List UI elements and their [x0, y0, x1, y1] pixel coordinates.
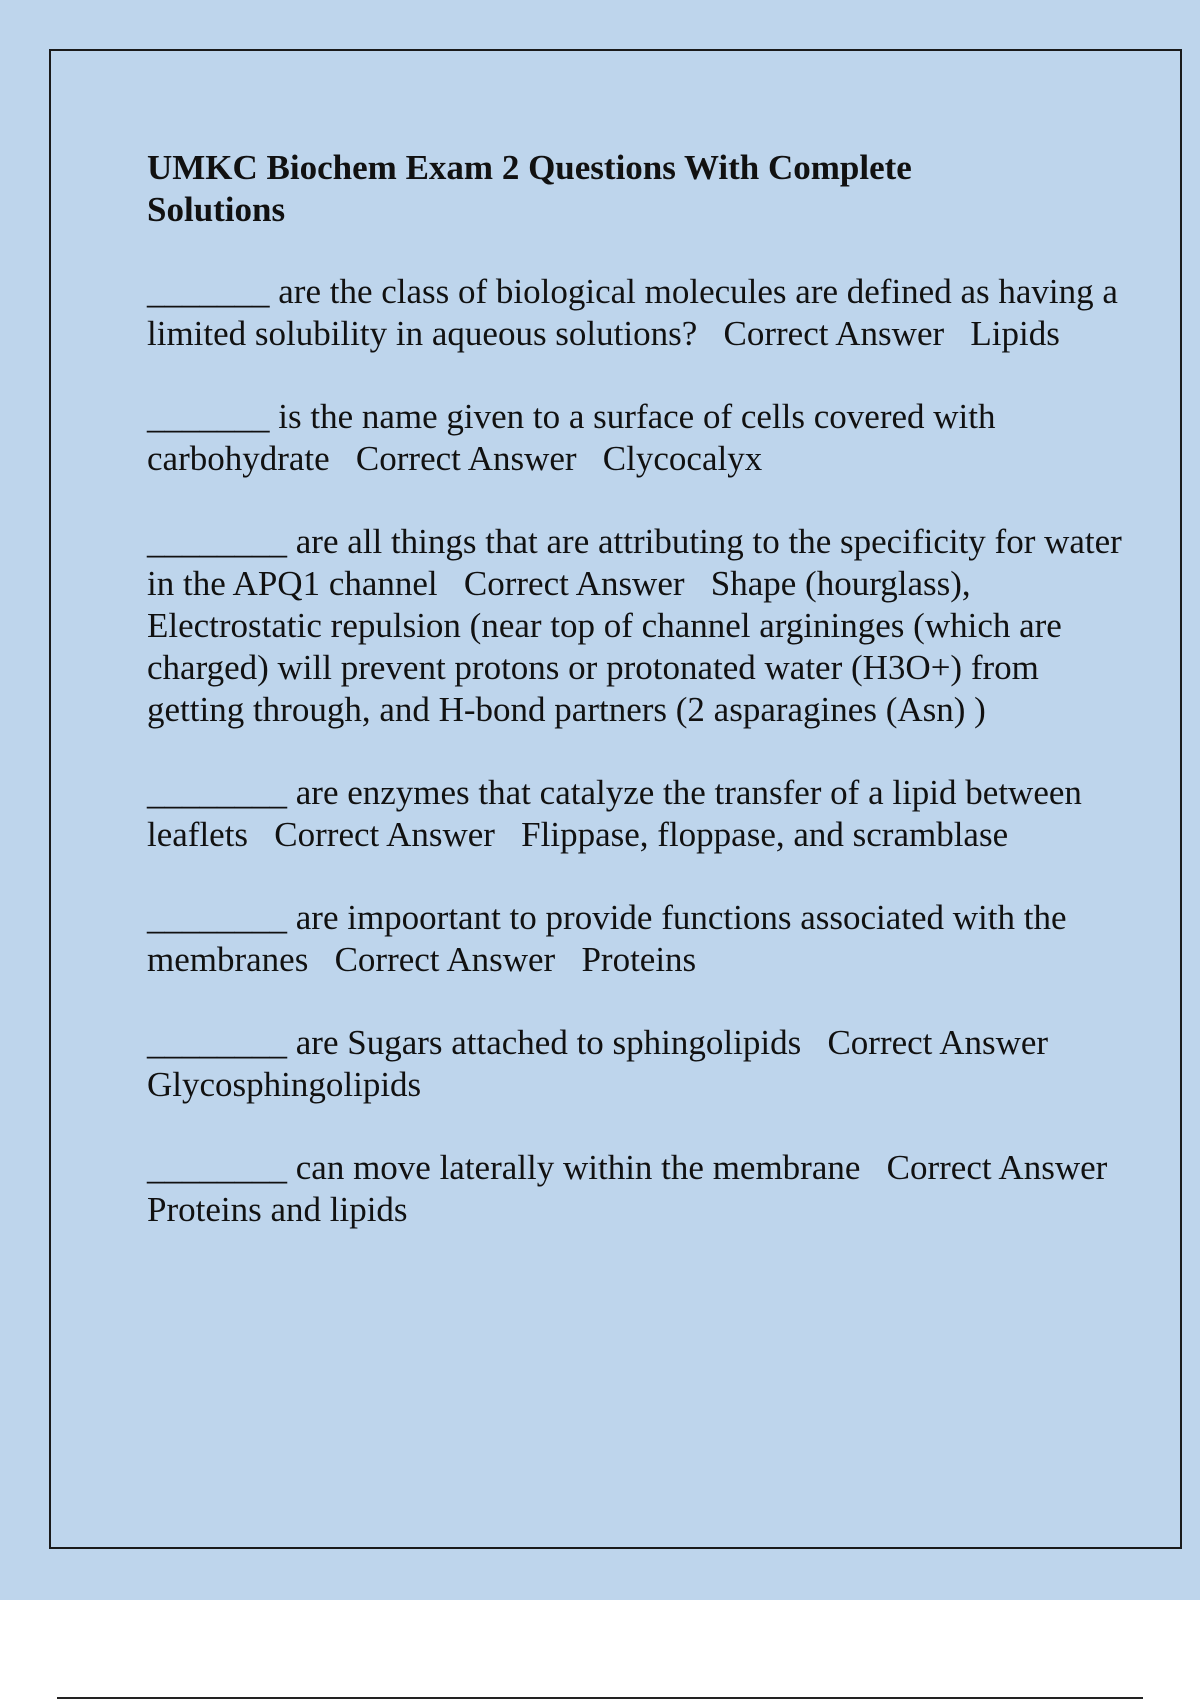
question-answer-3: ________ are all things that are attributing to the specificity for water in the APQ1 channel Correct Answer Shape (hourglass), Electrostatic repulsion (near top of channel argininges (which are charged) will prevent protons or protonated water (H3O+) from getting through, and H-bond partners (2 asparagines (Asn) )	[147, 522, 1131, 729]
question-answer-7: ________ can move laterally within the membrane Correct Answer Proteins and lipids	[147, 1148, 1134, 1229]
question-answer-5: ________ are impoortant to provide functions associated with the membranes Correct Answer Proteins	[147, 898, 1076, 979]
question-answer-1: _______ are the class of biological molecules are defined as having a limited solubility in aqueous solutions? Correct Answer Lipids	[147, 272, 1127, 353]
document-frame	[49, 49, 1182, 1549]
question-answer-4: ________ are enzymes that catalyze the transfer of a lipid between leaflets Correct Answer Flippase, floppase, and scramblase	[147, 773, 1091, 854]
question-answer-2: _______ is the name given to a surface of cells covered with carbohydrate Correct Answer Clycocalyx	[147, 397, 1005, 478]
bottom-divider	[57, 1697, 1143, 1699]
document-title: UMKC Biochem Exam 2 Questions With Complete Solutions	[147, 148, 912, 229]
question-answer-6: ________ are Sugars attached to sphingolipids Correct Answer Glycosphingolipids	[147, 1023, 1075, 1104]
document-content	[147, 147, 1137, 1272]
